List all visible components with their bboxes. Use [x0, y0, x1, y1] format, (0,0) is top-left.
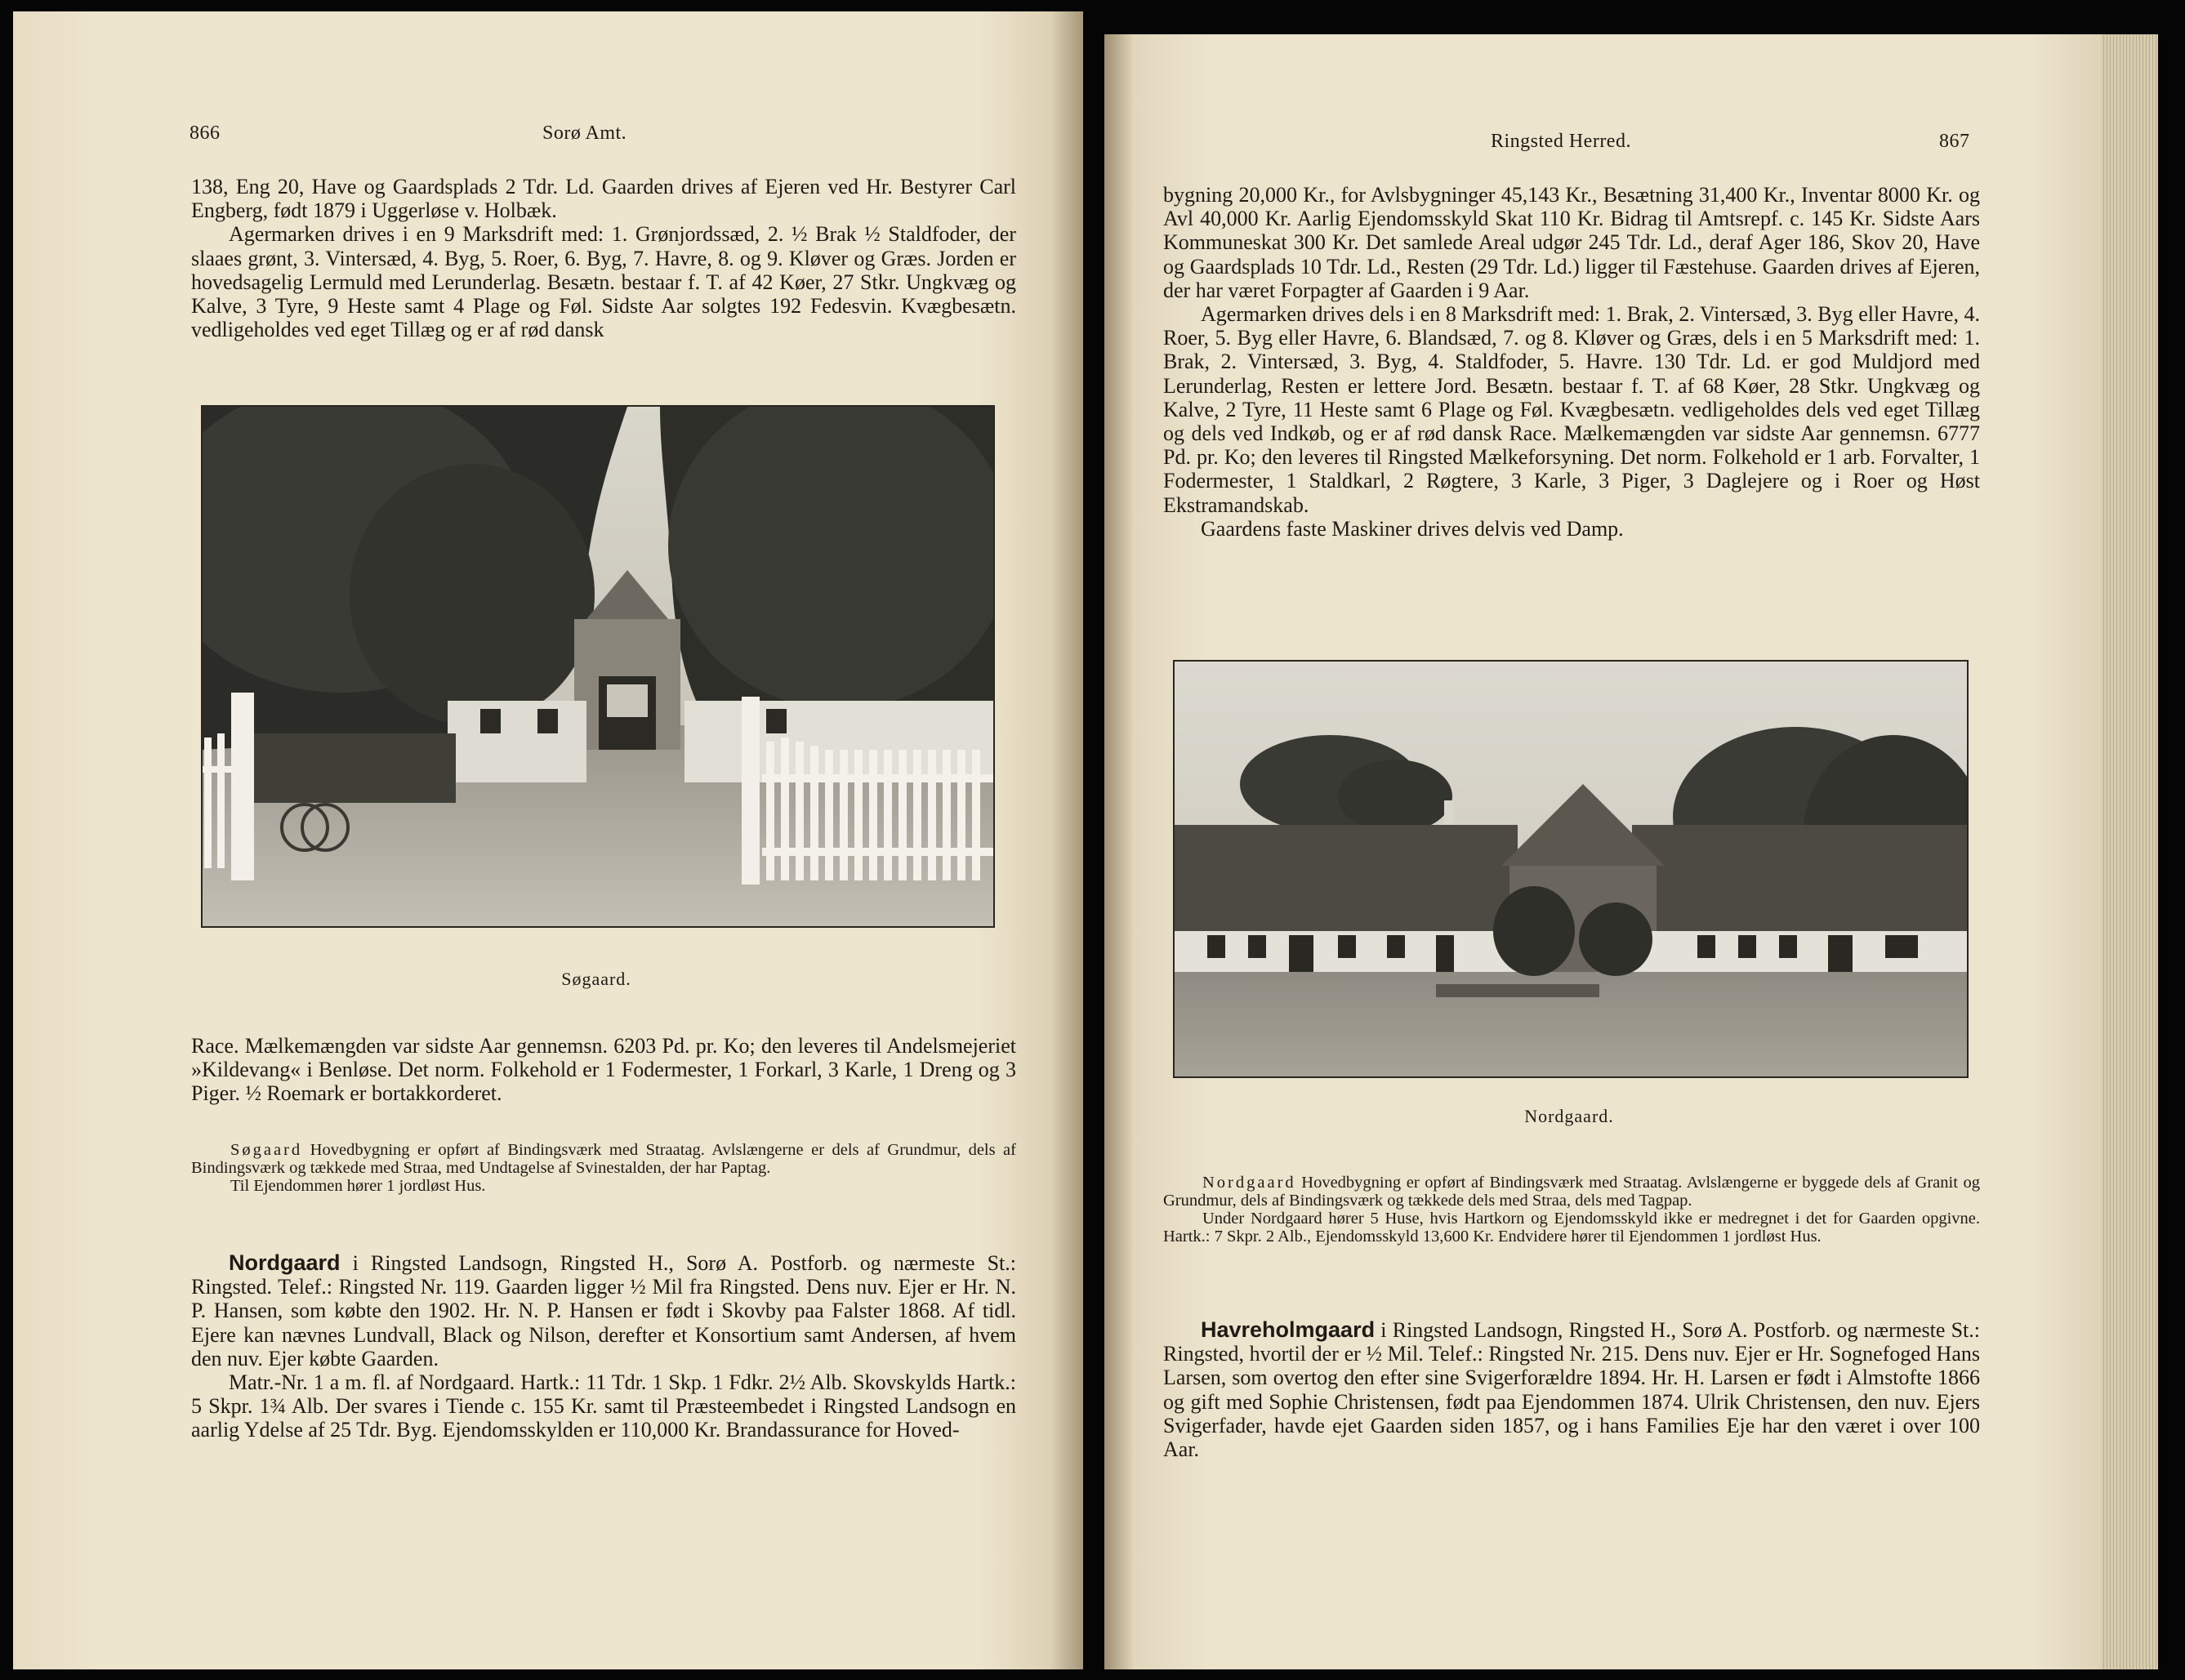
entry-havreholmgaard — [1163, 1318, 1980, 1461]
running-head: Ringsted Herred. — [1491, 131, 1631, 152]
paragraph: Gaardens faste Maskiner drives delvis ved Damp. — [1201, 516, 1624, 541]
entry-name: Havreholmgaard — [1201, 1317, 1376, 1342]
entry-text: i Ringsted Landsogn, Ringsted H., Sorø A. Postforb. og nærmeste St.: Ringsted, hvortil der er ½ Mil. Telef.: Ringsted Nr. 215. Dens nuv. Ejer er Hr. Sognefoged Hans Larsen, som overtog den efter sine Svigerforældre 1894. Hr. H. Larsen er født i Almstofte 1866 og gift med Sophie Christensen, født paa Ejendommen 1874. Ulrik Christensen, den nuv. Ejers Svigerfader, havde ejet Gaarden siden 1857, og i hans Families Eje har den været i over 100 Aar. — [1163, 1318, 1980, 1462]
entry-intro — [191, 1251, 1016, 1370]
text-block-top — [1163, 183, 1980, 541]
note-paragraph: Til Ejendommen hører 1 jordløst Hus. — [230, 1177, 486, 1195]
entry-text: i Ringsted Landsogn, Ringsted H., Sorø A. Postforb. og nærmeste St.: Ringsted. Telef.: Ringsted Nr. 119. Gaarden ligger ½ Mil fra Ringsted. Dens nuv. Ejer er Hr. N. P. Hansen, som købte den 1902. Hr. N. P. Hansen er født i Skovby paa Falster 1868. Af tidl. Ejere kan nævnes Lundvall, Black og Nilson, derefter et Konsortium samt Andersen, af hvem den nuv. Ejer købte Gaarden. — [191, 1251, 1016, 1370]
photo-caption: Søgaard. — [561, 969, 631, 989]
note-name: Søgaard — [230, 1141, 303, 1159]
building-note — [191, 1141, 1016, 1195]
entry-nordgaard — [191, 1251, 1016, 1442]
note-paragraph — [191, 1141, 1016, 1177]
page-edges — [2101, 34, 2158, 1669]
entry-name: Nordgaard — [229, 1250, 341, 1275]
note-paragraph — [1163, 1174, 1980, 1210]
paragraph: Agermarken drives dels i en 8 Marksdrift med: 1. Brak, 2. Vintersæd, 3. Byg eller Havre, 4. Roer, 5. Byg eller Havre, 6. Blandsæd, 7. og 8. Kløver og Græs, dels i en 5 Marksdrift med: 1. Brak, 2. Vintersæd, 3. Byg, 4. Staldfoder, 5. Havre. 130 Tdr. Ld. er god Muldjord med Lerunderlag, Resten er lettere Jord. Besætn. bestaar f. T. af 68 Køer, 28 Stkr. Ungkvæg og Kalve, 2 Tyre, 11 Heste samt 6 Plage og Føl. Kvægbesætn. vedligeholdes dels ved eget Tillæg og dels ved Indkøb, og er af rød dansk Race. Mælkemængden var sidste Aar gennemsn. 6777 Pd. pr. Ko; den leveres til Ringsted Mælkeforsyning. Det norm. Folkehold er 1 arb. Forvalter, 1 Fodermester, 1 Staldkarl, 2 Røgtere, 3 Karle, 3 Piger, 3 Daglejere og i Roer og Høst Ekstramandskab. — [1163, 302, 1980, 517]
note-text: Hovedbygning er opført af Bindingsværk med Straatag. Avlslængerne er byggede dels af Granit og Grundmur, dels af Bindingsværk og tækkede dels med Straa, dels med Tagpap. — [1163, 1174, 1980, 1210]
paragraph: 138, Eng 20, Have og Gaardsplads 2 Tdr. Ld. Gaarden drives af Ejeren ved Hr. Bestyrer Carl Engberg, født 1879 i Uggerløse v. Holbæk. — [191, 175, 1016, 223]
note-name: Nordgaard — [1202, 1174, 1296, 1192]
entry-intro — [1163, 1318, 1980, 1461]
page-number: 867 — [1939, 131, 1970, 152]
paragraph: bygning 20,000 Kr., for Avlsbygninger 45,143 Kr., Besætning 31,400 Kr., Inventar 8000 Kr. og Avl 40,000 Kr. Aarlig Ejendomsskyld Skat 110 Kr. Bidrag til Amtsrepf. c. 145 Kr. Sidste Aars Kommuneskat 300 Kr. Det samlede Areal udgør 245 Tdr. Ld., deraf Ager 186, Skov 20, Have og Gaardsplads 10 Tdr. Ld., Resten (29 Tdr. Ld.) ligger til Fæstehuse. Gaarden drives af Ejeren, der har været Forpagter af Gaarden i 9 Aar. — [1163, 183, 1980, 302]
running-head: Sorø Amt. — [542, 123, 627, 144]
photo-nordgaard — [1173, 660, 1969, 1078]
photo-caption: Nordgaard. — [1524, 1106, 1614, 1126]
paragraph: Agermarken drives i en 9 Marksdrift med: 1. Grønjordssæd, 2. ½ Brak ½ Staldfoder, der slaaes grønt, 3. Vintersæd, 4. Byg, 5. Roer, 6. Byg, 7. Havre, 8. og 9. Kløver og Græs. Jorden er hovedsagelig Lermuld med Lerunderlag. Besætn. bestaar f. T. af 42 Køer, 27 Stkr. Ungkvæg og Kalve, 3 Tyre, 9 Heste samt 4 Plage og Føl. Sidste Aar solgtes 192 Fedesvin. Kvægbesætn. vedligeholdes ved eget Tillæg og er af rød dansk — [191, 222, 1016, 342]
farmhouse-photo — [1175, 662, 1967, 1076]
text-block-after-photo — [191, 1034, 1016, 1106]
paragraph: Race. Mælkemængden var sidste Aar gennemsn. 6203 Pd. pr. Ko; den leveres til Andelsmejeriet »Kildevang« i Benløse. Det norm. Folkehold er 1 Fodermester, 1 Forkarl, 3 Karle, 1 Dreng og 3 Piger. ½ Roemark er bortakkorderet. — [191, 1034, 1016, 1106]
left-page — [13, 11, 1083, 1669]
building-note — [1163, 1174, 1980, 1246]
note-paragraph: Under Nordgaard hører 5 Huse, hvis Hartkorn og Ejendomsskyld ikke er medregnet i det for Gaarden opgivne. Hartk.: 7 Skpr. 2 Alb., Ejendomsskyld 13,600 Kr. Endvidere hører til Ejendommen 1 jordløst Hus. — [1163, 1210, 1980, 1246]
farm-gate-photo — [203, 407, 993, 926]
paragraph: Matr.-Nr. 1 a m. fl. af Nordgaard. Hartk.: 11 Tdr. 1 Skp. 1 Fdkr. 2½ Alb. Skovskylds Hartk.: 5 Skpr. 1¾ Alb. Der svares i Tiende c. 155 Kr. samt til Præsteembedet i Ringsted Landsogn en aarlig Ydelse af 25 Tdr. Byg. Ejendomsskylden er 110,000 Kr. Brandassurance for Hoved- — [191, 1370, 1016, 1442]
page-fold-shadow — [1104, 34, 1134, 1669]
note-text: Hovedbygning er opført af Bindingsværk med Straatag. Avlslængerne er dels af Grundmur, dels af Bindingsværk og tækkede med Straa, med Undtagelse af Svinestalden, der har Paptag. — [191, 1141, 1016, 1177]
text-block-top — [191, 175, 1016, 341]
page-number: 866 — [190, 123, 221, 144]
photo-soegaard — [201, 405, 995, 928]
right-page — [1104, 34, 2158, 1669]
page-fold-shadow — [1050, 11, 1083, 1669]
